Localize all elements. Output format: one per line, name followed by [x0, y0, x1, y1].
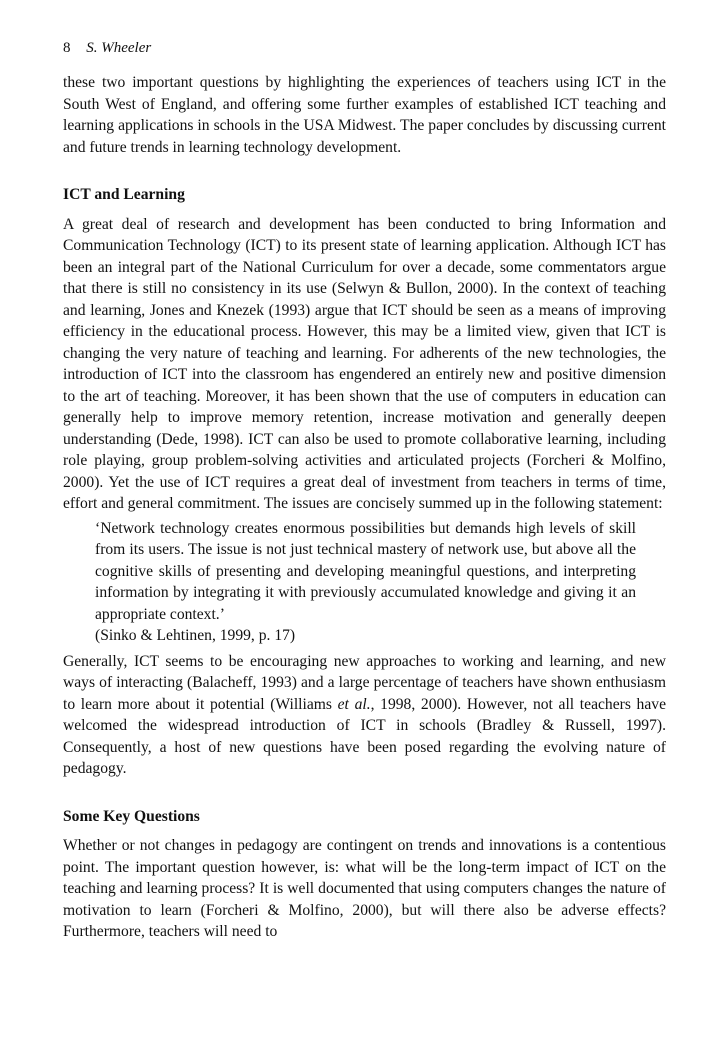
quote-citation: (Sinko & Lehtinen, 1999, p. 17) — [95, 627, 296, 644]
questions-paragraph-1: Whether or not changes in pedagogy are contingent on trends and innovations is a contentious point. The important question however, is: what will be the long-term impact of ICT on the teaching and learning process? It is well documented that using computers changes the nature of motivation to learn (Forcheri & Molfino, 2000), but will there also be adverse effects? Furthermore, teachers will need to — [63, 837, 666, 940]
ict-paragraph-2 — [63, 651, 666, 780]
paper-page — [63, 38, 666, 943]
running-head — [63, 38, 666, 58]
section-heading-ict-and-learning: ICT and Learning — [63, 186, 185, 203]
intro-paragraph: these two important questions by highlighting the experiences of teachers using ICT in the South West of England, and offering some further examples of established ICT teaching and learning applications in schools in the USA Midwest. The paper concludes by discussing current and future trends in learning technology development. — [63, 74, 666, 156]
ict-paragraph-2-et-al: et al. — [337, 695, 371, 713]
block-quote — [95, 518, 636, 647]
page-number: 8 — [63, 40, 71, 56]
ict-paragraph-2-text-end: , 1998, 2000). However, not all teachers have welcomed the widespread introduction of ICT in schools (Bradley & Russell, 1997). Consequently, a host of new questions have been posed regarding the evolving nature of pedagogy. — [63, 695, 666, 777]
ict-paragraph-1: A great deal of research and development has been conducted to bring Information and Communication Technology (ICT) to its present state of learning application. Although ICT has been an integral part of the National Curriculum for over a decade, some commentators argue that there is still no consistency in its use (Selwyn & Bullon, 2000). In the context of teaching and learning, Jones and Knezek (1993) argue that ICT should be seen as a means of improving efficiency in the educational process. However, this may be a limited view, given that ICT is changing the very nature of teaching and learning. For adherents of the new technologies, the introduction of ICT into the classroom has engendered an entirely new and positive dimension to the art of teaching. Moreover, it has been shown that the use of computers in education can generally help to improve memory retention, increase motivation and generally deepen understanding (Dede, 1998). ICT can also be used to promote collaborative learning, including role playing, group problem-solving activities and articulated projects (Forcheri & Molfino, 2000). Yet the use of ICT requires a great deal of investment from teachers in terms of time, effort and general commitment. The issues are concisely summed up in the following statement: — [63, 215, 666, 512]
running-head-author: S. Wheeler — [86, 40, 152, 56]
quote-text: ‘Network technology creates enormous possibilities but demands high levels of skill from its users. The issue is not just technical mastery of network use, but above all the cognitive skills of presenting and developing meaningful questions, and interpreting information by integrating it with previously accumulated knowledge and giving it an appropriate context.’ — [95, 519, 636, 623]
section-heading-some-key-questions: Some Key Questions — [63, 807, 200, 825]
ict-paragraph-2-text-start: Generally, ICT seems to be encouraging new approaches to working and learning, and new ways of interacting (Balacheff, 1993) and a large percentage of teachers have shown enthusiasm to learn more about it potential (Williams — [63, 652, 666, 713]
